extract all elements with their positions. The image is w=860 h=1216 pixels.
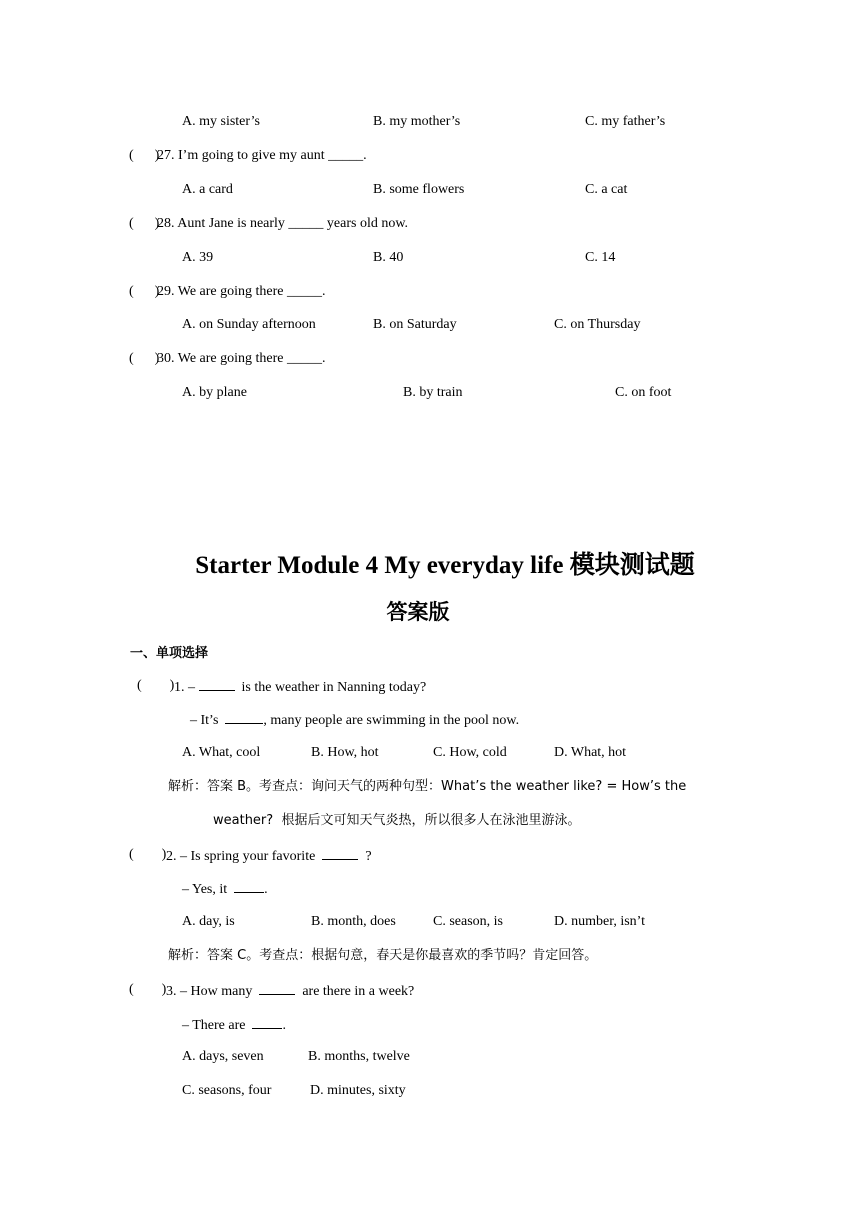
q2-reply-prefix: – Yes, it: [182, 882, 235, 897]
q3-prefix: 3. – How many: [166, 984, 260, 999]
q3-reply-suffix: .: [282, 1018, 286, 1033]
q3-option-a: A. days, seven: [182, 1049, 264, 1064]
q27-option-b: B. some flowers: [373, 182, 465, 197]
q2-option-a: A. day, is: [182, 914, 235, 929]
q2-question: [166, 846, 372, 866]
q1-reply-prefix: – It’s: [190, 713, 226, 728]
q1-analysis-line1: 解析：答案 B。考查点：询问天气的两种句型：What’s the weather like? = How’s the: [168, 779, 687, 794]
q29-option-c: C. on Thursday: [554, 317, 641, 332]
q3-reply-prefix: – There are: [182, 1018, 253, 1033]
q1-option-c: C. How, cold: [433, 745, 507, 760]
q28-option-a: A. 39: [182, 250, 214, 265]
q1-option-a: A. What, cool: [182, 745, 261, 760]
q3-option-d: D. minutes, sixty: [310, 1083, 406, 1098]
q1-reply-suffix: , many people are swimming in the pool now.: [263, 713, 520, 728]
q27-option-a: A. a card: [182, 182, 233, 197]
q1-suffix: is the weather in Nanning today?: [234, 680, 427, 695]
q1-blank: [199, 677, 235, 691]
q1-reply: [190, 710, 519, 730]
q30-option-c: C. on foot: [615, 385, 672, 400]
q27-option-c: C. a cat: [585, 182, 628, 197]
q2-suffix: ?: [358, 849, 372, 864]
q1-option-b: B. How, hot: [311, 745, 379, 760]
q27-paren: ( ): [129, 148, 160, 163]
q29-option-b: B. on Saturday: [373, 317, 457, 332]
q2-option-c: C. season, is: [433, 914, 503, 929]
q2-reply-suffix: .: [264, 882, 268, 897]
q29-question: 29. We are going there _____.: [157, 284, 326, 299]
q1-paren: ( ): [137, 678, 175, 693]
q3-option-c: C. seasons, four: [182, 1083, 272, 1098]
q2-prefix: 2. – Is spring your favorite: [166, 849, 323, 864]
q3-reply: [182, 1015, 286, 1035]
q27-question: 27. I’m going to give my aunt _____.: [157, 148, 367, 163]
q1-option-d: D. What, hot: [554, 745, 627, 760]
q28-option-b: B. 40: [373, 250, 404, 265]
q1-prefix: 1. –: [174, 680, 199, 695]
q28-option-c: C. 14: [585, 250, 616, 265]
q2-analysis: 解析：答案 C。考查点：根据句意，春天是你最喜欢的季节吗？肯定回答。: [168, 948, 598, 963]
q30-question: 30. We are going there _____.: [157, 351, 326, 366]
q1-analysis-line2: weather? 根据后文可知天气炎热，所以很多人在泳池里游泳。: [213, 813, 581, 828]
page-subtitle: 答案版: [386, 600, 450, 624]
q1-reply-blank: [225, 710, 263, 724]
q2-option-b: B. month, does: [311, 914, 396, 929]
q3-option-b: B. months, twelve: [308, 1049, 410, 1064]
q3-reply-blank: [252, 1015, 282, 1029]
q28-question: 28. Aunt Jane is nearly _____ years old now.: [157, 216, 409, 231]
q28-paren: ( ): [129, 216, 160, 231]
q2-reply-blank: [234, 879, 264, 893]
q26-option-a: A. my sister’s: [182, 114, 260, 129]
q3-suffix: are there in a week?: [295, 984, 415, 999]
q3-paren: ( ): [129, 982, 167, 997]
q30-option-a: A. by plane: [182, 385, 247, 400]
page-title: Starter Module 4 My everyday life 模块测试题: [195, 552, 695, 579]
q26-option-c: C. my father’s: [585, 114, 666, 129]
q29-option-a: A. on Sunday afternoon: [182, 317, 316, 332]
q2-blank: [322, 846, 358, 860]
q2-paren: ( ): [129, 847, 167, 862]
q3-blank: [259, 981, 295, 995]
q29-paren: ( ): [129, 284, 160, 299]
q1-question: [174, 677, 426, 697]
q3-question: [166, 981, 414, 1001]
section-heading: 一、单项选择: [130, 646, 209, 661]
q30-option-b: B. by train: [403, 385, 463, 400]
q30-paren: ( ): [129, 351, 160, 366]
q26-option-b: B. my mother’s: [373, 114, 461, 129]
q2-reply: [182, 879, 268, 899]
q2-option-d: D. number, isn’t: [554, 914, 645, 929]
